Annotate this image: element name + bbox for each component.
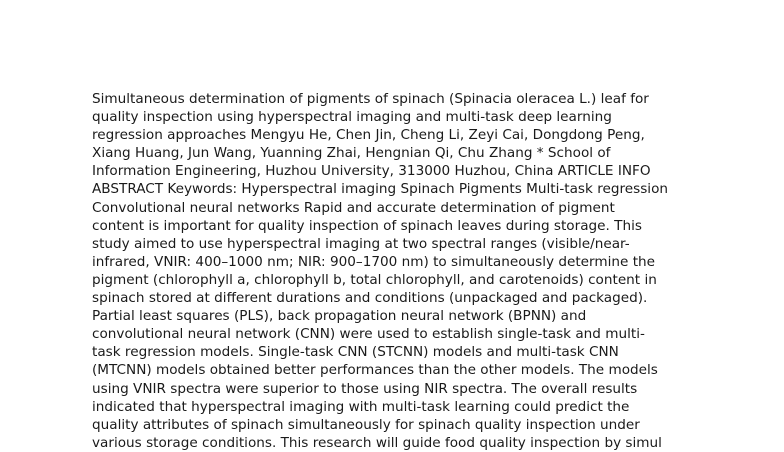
text-line: ABSTRACT Keywords: Hyperspectral imaging Spinach Pigments Multi-task regression bbox=[92, 181, 669, 198]
text-line: study aimed to use hyperspectral imaging at two spectral ranges (visible/near- bbox=[92, 235, 630, 252]
text-line: regression approaches Mengyu He, Chen Jin, Cheng Li, Zeyi Cai, Dongdong Peng, bbox=[92, 127, 645, 144]
text-line: Convolutional neural networks Rapid and accurate determination of pigment bbox=[92, 199, 615, 216]
text-line: various storage conditions. This research will guide food quality inspection by simul bbox=[92, 434, 662, 451]
text-line: convolutional neural network (CNN) were used to establish single-task and multi- bbox=[92, 326, 645, 343]
text-line: content is important for quality inspection of spinach leaves during storage. This bbox=[92, 217, 642, 234]
text-line: Xiang Huang, Jun Wang, Yuanning Zhai, Hengnian Qi, Chu Zhang * School of bbox=[92, 145, 611, 162]
text-line: spinach stored at different durations and conditions (unpackaged and packaged). bbox=[92, 290, 648, 307]
text-line: quality attributes of spinach simultaneously for spinach quality inspection under bbox=[92, 416, 640, 433]
text-line: (MTCNN) models obtained better performances than the other models. The models bbox=[92, 362, 658, 379]
text-line: indicated that hyperspectral imaging with multi-task learning could predict the bbox=[92, 398, 630, 415]
text-line: infrared, VNIR: 400–1000 nm; NIR: 900–1700 nm) to simultaneously determine the bbox=[92, 253, 656, 270]
text-line: Simultaneous determination of pigments of spinach (Spinacia oleracea L.) leaf for bbox=[92, 91, 649, 107]
text-line: Information Engineering, Huzhou University, 313000 Huzhou, China ARTICLE INFO bbox=[92, 163, 651, 180]
text-line: pigment (chlorophyll a, chlorophyll b, total chlorophyll, and carotenoids) content in bbox=[92, 271, 657, 288]
text-line: using VNIR spectra were superior to those using NIR spectra. The overall results bbox=[92, 380, 638, 397]
abstract-text bbox=[92, 90, 692, 452]
text-line: task regression models. Single-task CNN (STCNN) models and multi-task CNN bbox=[92, 344, 619, 361]
text-line: Partial least squares (PLS), back propagation neural network (BPNN) and bbox=[92, 308, 587, 325]
text-line: quality inspection using hyperspectral imaging and multi-task deep learning bbox=[92, 109, 612, 126]
